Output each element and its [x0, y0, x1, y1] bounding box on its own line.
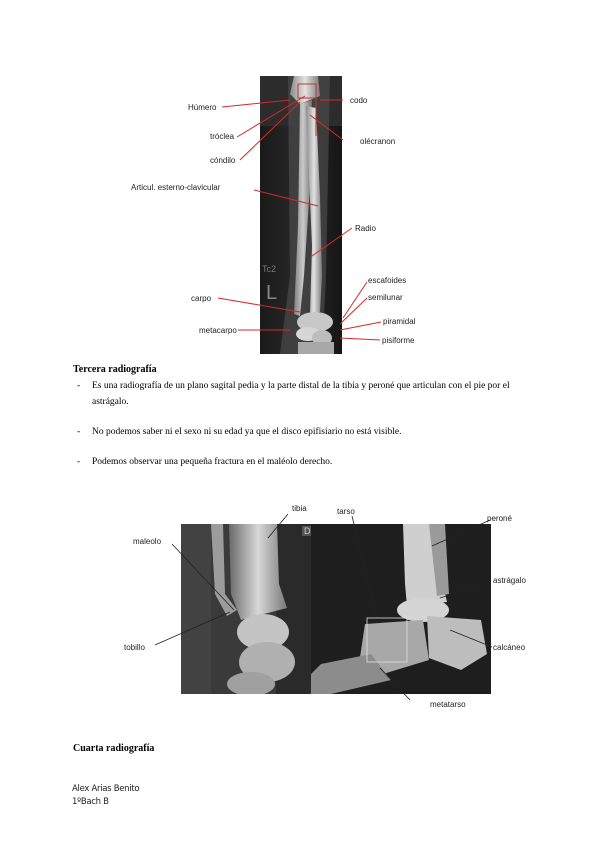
film-marker-d: D	[304, 526, 311, 536]
label-tibia: tibia	[292, 504, 307, 513]
label-condilo: cóndilo	[210, 156, 236, 165]
label-olecranon: olécranon	[360, 137, 396, 146]
label-piramidal: piramidal	[383, 317, 416, 326]
bullet-dash: -	[77, 457, 81, 467]
label-astragalo: astrágalo	[493, 576, 526, 585]
bullet-dash: -	[77, 381, 81, 391]
label-maleolo: maleolo	[133, 537, 162, 546]
label-metatarso: metatarso	[430, 700, 466, 709]
forearm-annotation-arrows	[0, 0, 600, 400]
label-calcaneo: calcáneo	[493, 643, 526, 652]
label-perone: peroné	[487, 514, 512, 523]
label-humero: Húmero	[188, 103, 217, 112]
film-marker-small: Tc2	[262, 264, 277, 274]
bullet-text: Podemos observar una pequeña fractura en el maléolo derecho.	[92, 457, 333, 467]
label-radio: Radio	[355, 224, 376, 233]
label-pisiforme: pisiforme	[382, 336, 415, 345]
label-metacarpo: metacarpo	[199, 326, 237, 335]
film-marker-letter: L	[266, 282, 278, 304]
label-carpo: carpo	[191, 294, 212, 303]
bullet-dash: -	[77, 427, 81, 437]
bullet-item	[77, 454, 512, 470]
bullet-text: Es una radiografía de un plano sagital pedia y la parte distal de la tibia y peroné que articulan con el pie por el astrágalo.	[92, 381, 510, 407]
label-escafoides: escafoides	[368, 276, 407, 285]
label-semilunar: semilunar	[368, 293, 403, 302]
section-heading-tercera: Tercera radiografía	[73, 364, 157, 375]
bullet-text: No podemos saber ni el sexo ni su edad ya que el disco epifisiario no está visible.	[92, 427, 402, 437]
label-articul: Articul. esterno-clavicular	[131, 183, 221, 192]
label-tarso: tarso	[337, 507, 355, 516]
bullet-item	[77, 424, 512, 440]
bullet-item	[77, 378, 512, 410]
label-tobillo: tobillo	[124, 643, 145, 652]
label-codo: codo	[350, 96, 368, 105]
section-heading-cuarta: Cuarta radiografía	[73, 743, 155, 754]
footer-author: Alex Arias Benito	[72, 784, 140, 794]
footer-course: 1ºBach B	[72, 797, 109, 807]
label-troclea: tróclea	[210, 132, 235, 141]
